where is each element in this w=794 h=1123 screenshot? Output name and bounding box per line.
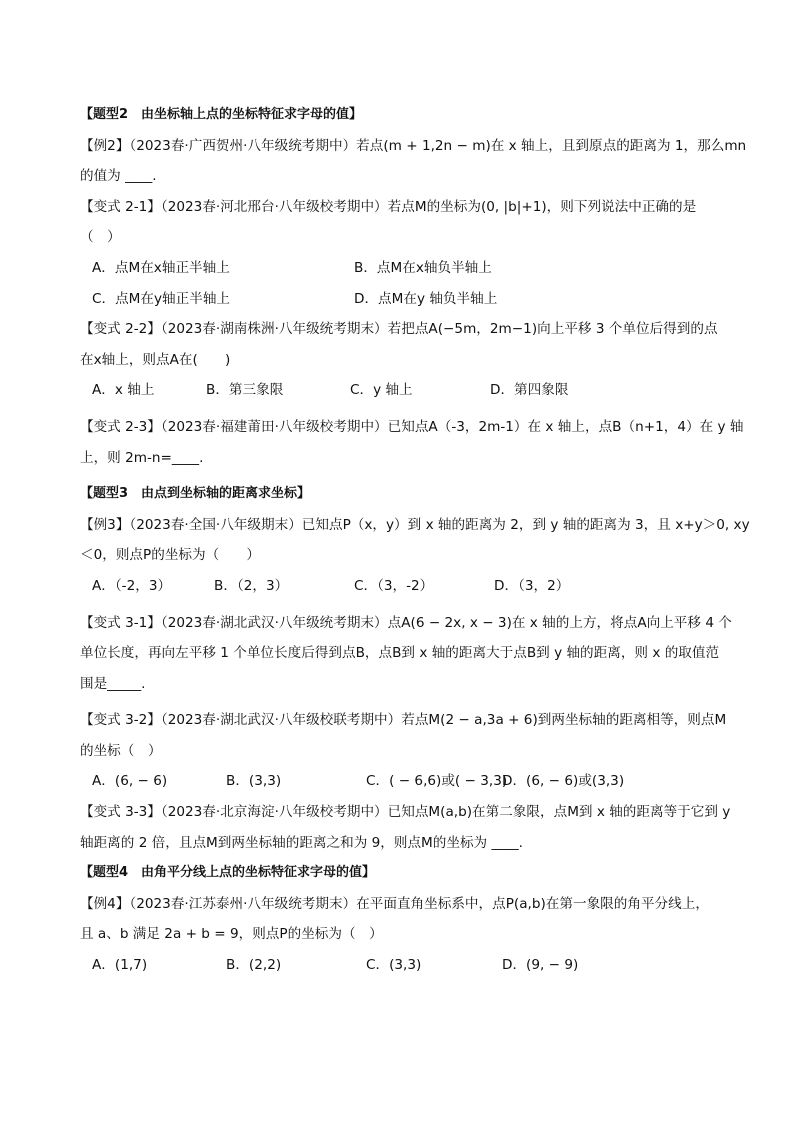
option-c: C．(3,3) (366, 957, 422, 974)
variant-2-3 (80, 412, 744, 473)
section-heading-type4: 【题型4 由角平分线上点的坐标特征求字母的值】 (80, 865, 376, 881)
option-b: B．点M在x轴负半轴上 (354, 259, 492, 276)
question-line: 【变式 2-2】（2023春·湖南株洲·八年级统考期末）若把点A(−5m，2m−1)向上平移 3 个单位后得到的点 (80, 321, 718, 338)
question-line: 围是_____. (80, 675, 146, 692)
question-line: 【变式 3-1】（2023春·湖北武汉·八年级统考期末）点A(6 − 2x, x − 3)在 x 轴的上方，将点A向上平移 4 个 (80, 614, 732, 631)
option-c: C．( − 6,6)或( − 3,3) (366, 773, 508, 790)
example-3 (80, 510, 750, 602)
question-line: 上，则 2m-n=____. (80, 449, 204, 466)
question-line: 【变式 2-1】（2023春·河北邢台·八年级校考期中）若点M的坐标为(0, |b|+1)，则下列说法中正确的是 (80, 198, 697, 215)
options-row (80, 950, 714, 981)
options-row (80, 571, 714, 602)
question-line: 单位长度，再向左平移 1 个单位长度后得到点B，点B到 x 轴的距离大于点B到 y 轴的距离，则 x 的取值范 (80, 645, 720, 662)
option-b: B．（2，3） (214, 577, 289, 594)
option-d: D．点M在y 轴负半轴上 (354, 290, 498, 307)
option-c: C．点M在y轴正半轴上 (92, 290, 231, 307)
question-line: 【变式 3-2】（2023春·湖北武汉·八年级校联考期中）若点M(2 − a,3a + 6)到两坐标轴的距离相等，则点M (80, 712, 727, 729)
option-d: D．（3，2） (494, 577, 570, 594)
variant-2-1 (80, 192, 714, 314)
option-a: A．x 轴上 (92, 382, 155, 399)
question-line: ＜0，则点P的坐标为（ ） (80, 547, 260, 564)
option-d: D．(6, − 6)或(3,3) (502, 773, 625, 790)
option-b: B．(3,3) (226, 773, 282, 790)
question-line: 【变式 3-3】（2023春·北京海淀·八年级校考期中）已知点M(a,b)在第二象限，点M到 x 轴的距离等于它到 y (80, 804, 731, 821)
question-line: 的值为 ____. (80, 168, 157, 185)
question-line: 在x轴上，则点A在( ) (80, 351, 231, 368)
question-line: 的坐标（ ） (80, 742, 162, 759)
variant-3-3 (80, 797, 731, 858)
options-row (80, 766, 714, 797)
option-c: C．（3，-2） (354, 577, 434, 594)
option-b: B．(2,2) (226, 957, 282, 974)
option-b: B．第三象限 (206, 382, 284, 399)
option-a: A．(6, − 6) (92, 773, 168, 790)
question-line: 【例4】（2023春·江苏泰州·八年级统考期末）在平面直角坐标系中，点P(a,b)在第一象限的角平分线上， (80, 895, 709, 912)
section-heading-type3: 【题型3 由点到坐标轴的距离求坐标】 (80, 486, 311, 502)
option-a: A．(1,7) (92, 957, 148, 974)
option-d: D．(9, − 9) (502, 957, 579, 974)
example-2 (80, 131, 747, 192)
option-a: A．点M在x轴正半轴上 (92, 259, 230, 276)
question-line: 【变式 2-3】（2023春·福建莆田·八年级校考期中）已知点A（-3，2m-1）在 x 轴上，点B（n+1，4）在 y 轴 (80, 418, 744, 435)
section-heading-type2: 【题型2 由坐标轴上点的坐标特征求字母的值】 (80, 107, 363, 122)
variant-2-2 (80, 314, 718, 406)
option-d: D．第四象限 (490, 382, 569, 399)
option-c: C．y 轴上 (350, 382, 413, 399)
question-line: 且 a、b 满足 2a + b = 9，则点P的坐标为（ ） (80, 926, 383, 943)
question-line: 轴距离的 2 倍，且点M到两坐标轴的距离之和为 9，则点M的坐标为 ____. (80, 834, 523, 851)
option-a: A．（-2，3） (92, 577, 172, 594)
variant-3-2 (80, 705, 727, 797)
options-row (80, 375, 714, 406)
question-line: 【例3】（2023春·全国·八年级期末）已知点P（x，y）到 x 轴的距离为 2，到 y 轴的距离为 3，且 x+y＞0, xy (80, 516, 750, 533)
question-line: 【例2】（2023春·广西贺州·八年级统考期中）若点(m + 1,2n − m)在 x 轴上，且到原点的距离为 1，那么mn (80, 137, 747, 154)
options-row (80, 253, 714, 284)
variant-3-1 (80, 608, 732, 700)
options-row (80, 284, 714, 315)
question-line: （ ） (80, 229, 121, 246)
example-4 (80, 889, 714, 981)
